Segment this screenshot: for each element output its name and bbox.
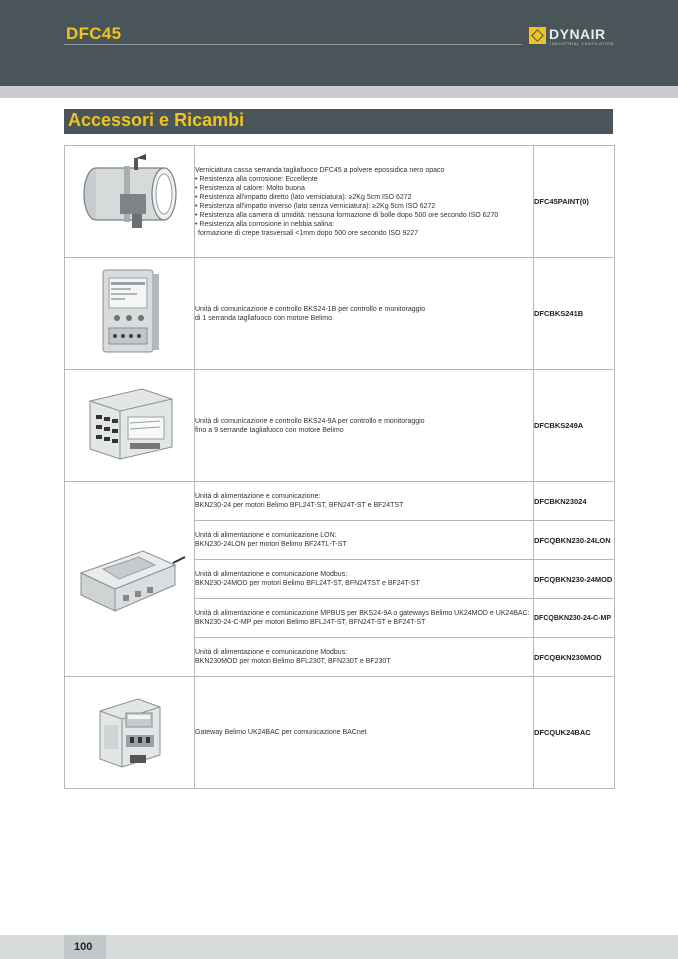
page-number: 100 bbox=[74, 941, 93, 953]
description-line: Unità di alimentazione e comunicazione MPBUS per BKS24-9A o gateways Belimo UK24MOD e UK24BAC: bbox=[195, 610, 530, 617]
description-line: BKN230MOD per motori Belimo BFL230T, BFN230T e BF230T bbox=[195, 658, 391, 665]
header-strip bbox=[0, 86, 678, 98]
product-description bbox=[195, 146, 534, 258]
gateway-uk24bac-image bbox=[90, 685, 170, 775]
page-number-box bbox=[64, 935, 106, 959]
description-line: • Resistenza alla camera di umidità: nessuna formazione di bolle dopo 500 ore secondo ISO 6270 bbox=[195, 211, 499, 219]
brand-logo bbox=[529, 26, 619, 46]
product-description bbox=[195, 521, 534, 560]
table-row bbox=[65, 258, 615, 370]
product-code: DFCQBKN230MOD bbox=[534, 638, 615, 677]
table-row bbox=[65, 677, 615, 789]
product-image-cell bbox=[65, 370, 195, 482]
description-line: • Resistenza all'impatto diretto (lato verniciatura): ≥2Kg 5cm ISO 6272 bbox=[195, 193, 412, 201]
document-title: DFC45 bbox=[66, 24, 122, 43]
product-description bbox=[195, 599, 534, 638]
power-supply-unit-image bbox=[73, 527, 187, 627]
description-line: Unità di alimentazione e comunicazione: bbox=[195, 493, 321, 500]
description-line: Unità di alimentazione e comunicazione Modbus: bbox=[195, 649, 348, 656]
table-row bbox=[65, 370, 615, 482]
product-image-cell bbox=[65, 677, 195, 789]
section-header bbox=[64, 109, 613, 134]
description-line: • Resistenza alla corrosione in nebbia salina: bbox=[195, 220, 335, 228]
description-line: • Resistenza alla corrosione: Eccellente bbox=[195, 175, 318, 183]
table-row bbox=[65, 482, 615, 521]
control-unit-bks249a-image bbox=[80, 381, 180, 465]
description-line: Unità di comunicazione e controllo BKS24-1B per controllo e monitoraggio bbox=[195, 305, 425, 313]
description-line: Gateway Belimo UK24BAC per comunicazione BACnet bbox=[195, 729, 367, 736]
description-line: Unità di comunicazione e controllo BKS24-9A per controllo e monitoraggio bbox=[195, 417, 425, 425]
product-code: DFCBKS241B bbox=[534, 258, 615, 370]
product-image-cell bbox=[65, 258, 195, 370]
product-code: DFCBKS249A bbox=[534, 370, 615, 482]
description-line: Verniciatura cassa serranda tagliafuoco DFC45 a polvere epossidica nero opaco bbox=[195, 166, 445, 174]
description-line: formazione di crepe trasversali <1mm dopo 500 ore secondo ISO 9227 bbox=[198, 229, 419, 237]
table-row bbox=[65, 146, 615, 258]
product-code: DFC45PAINT(0) bbox=[534, 146, 615, 258]
description-line: BKN230-24MOD per motori Belimo BFL24T-ST, BFN24TST e BF24T-ST bbox=[195, 580, 420, 587]
logo-mark-icon bbox=[529, 27, 546, 44]
fire-damper-image bbox=[74, 154, 186, 244]
product-image-cell bbox=[65, 146, 195, 258]
section-title: Accessori e Ricambi bbox=[68, 110, 245, 130]
header-divider bbox=[64, 44, 522, 45]
accessories-table bbox=[64, 145, 615, 789]
product-description bbox=[195, 482, 534, 521]
description-line: • Resistenza all'impatto inverso (lato senza verniciatura): ≥2Kg 5cm ISO 6272 bbox=[195, 202, 436, 210]
product-code: DFCBKN23024 bbox=[534, 482, 615, 521]
description-line: Unità di alimentazione e comunicazione Modbus: bbox=[195, 571, 348, 578]
brand-tagline: INDUSTRIAL VENTILATION bbox=[550, 41, 614, 46]
product-description bbox=[195, 677, 534, 789]
description-line: BKN230-24LON per motori Belimo BF24TL-T-ST bbox=[195, 541, 347, 548]
product-code: DFCQBKN230-24LON bbox=[534, 521, 615, 560]
product-code: DFCQBKN230-24-C-MP bbox=[534, 599, 615, 638]
product-code: DFCQBKN230-24MOD bbox=[534, 560, 615, 599]
product-image-cell bbox=[65, 482, 195, 677]
page-header bbox=[0, 0, 678, 86]
product-description bbox=[195, 258, 534, 370]
product-code: DFCQUK24BAC bbox=[534, 677, 615, 789]
description-line: BKN230-24 per motori Belimo BFL24T-ST, BFN24T-ST e BF24TST bbox=[195, 502, 404, 509]
description-line: di 1 serranda tagliafuoco con motore Belimo bbox=[195, 314, 332, 322]
product-description bbox=[195, 370, 534, 482]
description-line: Unità di alimentazione e comunicazione LON: bbox=[195, 532, 337, 539]
product-description bbox=[195, 560, 534, 599]
description-line: fino a 9 serrande tagliafuoco con motore Belimo bbox=[195, 426, 344, 434]
description-line: • Resistenza al calore: Molto buona bbox=[195, 184, 305, 192]
description-line: BKN230-24-C-MP per motori Belimo BFL24T-ST, BFN24T-ST e BF24T-ST bbox=[195, 619, 426, 626]
control-unit-bks241b-image bbox=[95, 264, 165, 358]
product-description bbox=[195, 638, 534, 677]
brand-name: DYNAIR bbox=[549, 26, 606, 42]
